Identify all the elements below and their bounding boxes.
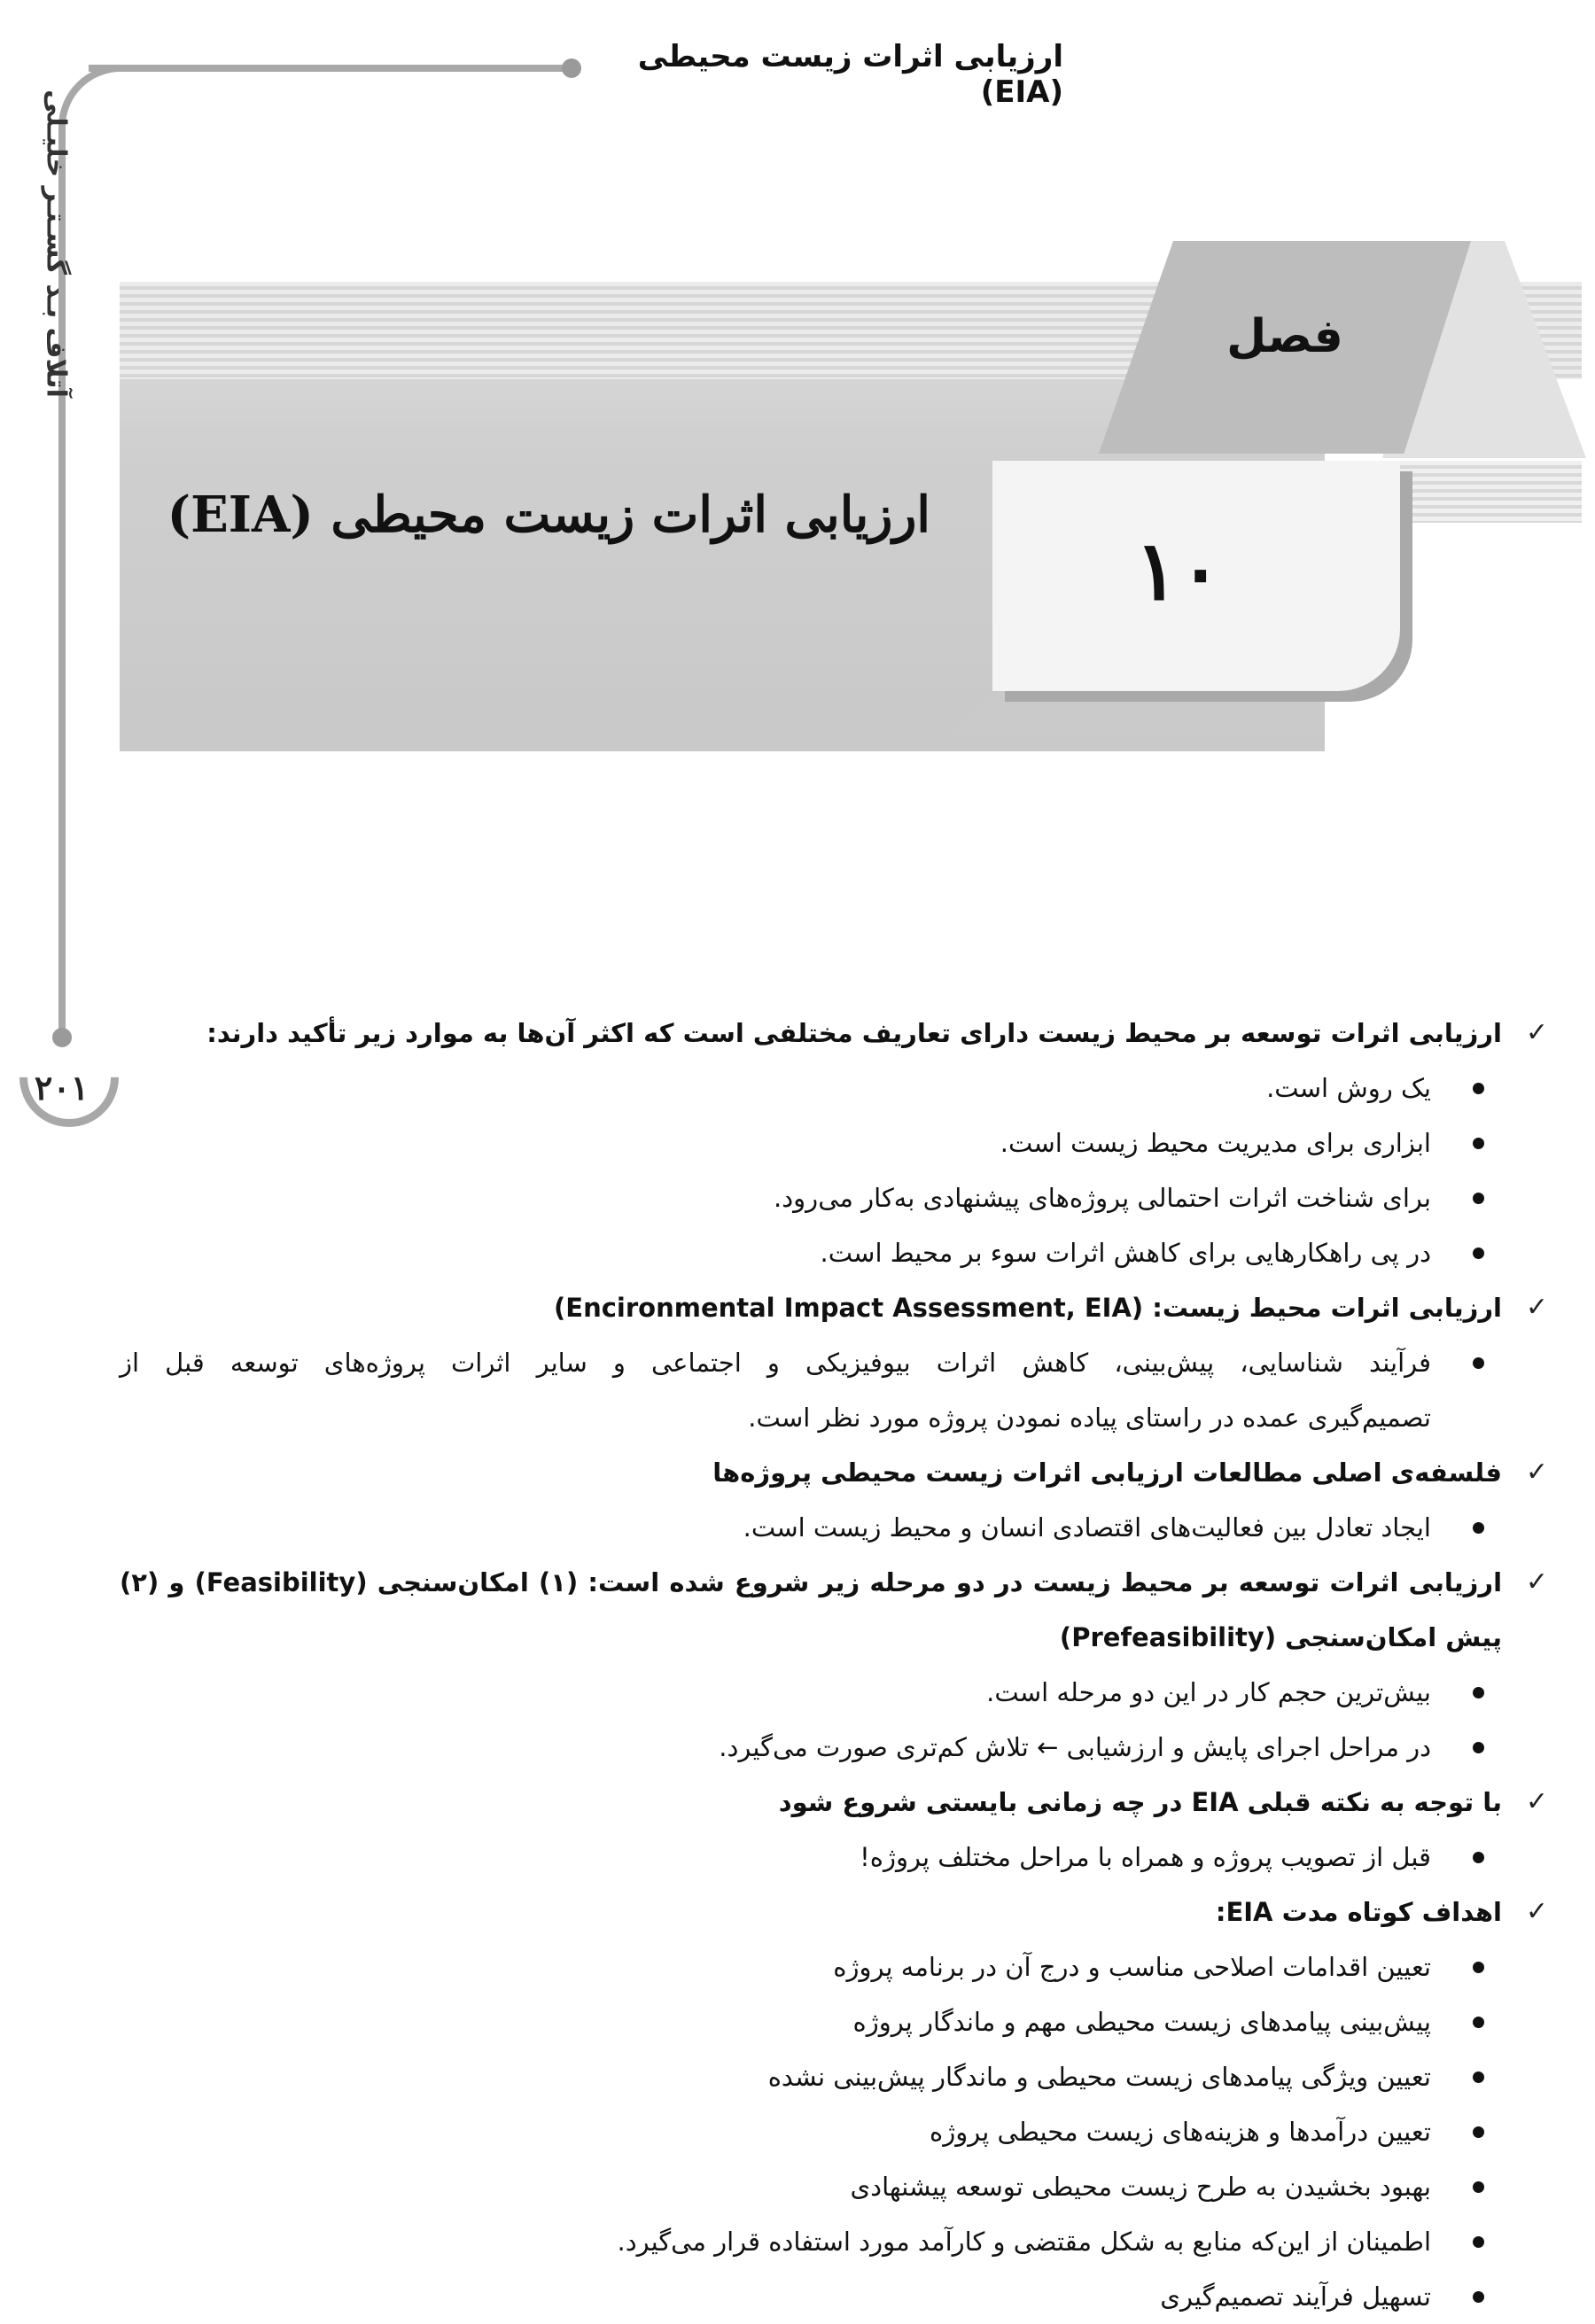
bullet-icon [1473, 2126, 1484, 2138]
banner-foot [120, 682, 1006, 751]
bullet-item: اطمینان از این‌که منابع به شکل مقتضی و کارآمد مورد استفاده قرار می‌گیرد. [120, 2214, 1529, 2269]
bullet-item: در پی راهکارهایی برای کاهش اثرات سوء بر محیط است. [120, 1225, 1529, 1280]
running-head: ارزیابی اثرات زیست محیطی (EIA) [637, 39, 1063, 110]
bullet-item: فرآیند شناسایی، پیش‌بینی، کاهش اثرات بیوفیزیکی و اجتماعی و سایر اثرات پروژه‌های توسعه قبل از [120, 1335, 1529, 1390]
chapter-number: ۱۰ [1134, 523, 1223, 618]
bullet-icon [1473, 1687, 1484, 1698]
frame-top-rule [89, 65, 572, 72]
check-item: ✓ ارزیابی اثرات محیط زیست: (Encironmental Impact Assessment, EIA) [120, 1280, 1529, 1335]
bullet-icon [1473, 2236, 1484, 2248]
check-item: ✓ ارزیابی اثرات توسعه بر محیط زیست در دو مرحله زیر شروع شده است: (۱) امکان‌سنجی (Feasibility) و (۲) [120, 1555, 1529, 1610]
check-item: ✓ ارزیابی اثرات توسعه بر محیط زیست دارای تعاریف مختلفی است که اکثر آن‌ها به موارد زیر تأکید دارند: [120, 1006, 1529, 1061]
bullet-item: بهبود بخشیدن به طرح زیست محیطی توسعه پیشنهادی [120, 2159, 1529, 2214]
bullet-item: قبل از تصویب پروژه و همراه با مراحل مختلف پروژه! [120, 1830, 1529, 1885]
check-icon: ✓ [1525, 1292, 1548, 1323]
check-item: ✓ فلسفه‌ی اصلی مطالعات ارزیابی اثرات زیست محیطی پروژه‌ها [120, 1445, 1529, 1500]
check-continuation: پیش امکان‌سنجی (Prefeasibility) [1059, 1622, 1502, 1652]
bullet-item: تعیین درآمدها و هزینه‌های زیست محیطی پروژه [120, 2104, 1529, 2159]
bullet-icon [1473, 1357, 1484, 1369]
bullet-icon [1473, 1138, 1484, 1149]
check-icon: ✓ [1525, 1786, 1548, 1817]
bullet-item: تعیین اقدامات اصلاحی مناسب و درج آن در برنامه پروژه [120, 1939, 1529, 1994]
bullet-item: تعیین ویژگی پیامدهای زیست محیطی و ماندگار پیش‌بینی نشده [120, 2049, 1529, 2104]
bullet-icon [1473, 2071, 1484, 2083]
bullet-item: یک روش است. [120, 1061, 1529, 1115]
bullet-item: پیش‌بینی پیامدهای زیست محیطی مهم و ماندگار پروژه [120, 1994, 1529, 2049]
bullet-icon [1473, 1522, 1484, 1534]
bullet-item: ابزاری برای مدیریت محیط زیست است. [120, 1115, 1529, 1170]
check-item: ✓ با توجه به نکته قبلی EIA در چه زمانی بایستی شروع شود [120, 1775, 1529, 1830]
chapter-title: ارزیابی اثرات زیست محیطی (EIA) [167, 486, 930, 544]
check-icon: ✓ [1525, 1896, 1548, 1927]
bullet-continuation: تصمیم‌گیری عمده در راستای پیاده نمودن پروژه مورد نظر است. [748, 1403, 1431, 1433]
bullet-icon [1473, 2181, 1484, 2193]
bullet-item: برای شناخت اثرات احتمالی پروژه‌های پیشنهادی به‌کار می‌رود. [120, 1170, 1529, 1225]
check-icon: ✓ [1525, 1017, 1548, 1048]
chapter-label: فصل [1226, 310, 1343, 363]
bullet-icon [1473, 1083, 1484, 1094]
bullet-icon [1473, 2291, 1484, 2303]
check-icon: ✓ [1525, 1566, 1548, 1597]
bullet-icon [1473, 1852, 1484, 1863]
chapter-content [120, 1006, 1548, 2324]
bullet-icon [1473, 2017, 1484, 2028]
frame-dot-top [562, 58, 581, 78]
bullet-item: در مراحل اجرای پایش و ارزشیابی ← تلاش کم‌تری صورت می‌گیرد. [120, 1720, 1529, 1775]
bullet-icon [1473, 1962, 1484, 1973]
page-number: ۲۰۱ [34, 1068, 89, 1108]
bullet-icon [1473, 1742, 1484, 1753]
bullet-icon [1473, 1247, 1484, 1259]
bullet-item: ایجاد تعادل بین فعالیت‌های اقتصادی انسان و محیط زیست است. [120, 1500, 1529, 1555]
check-icon: ✓ [1525, 1457, 1548, 1488]
side-author-text: آتلاف بـد گسـتـر خلیـلی [40, 89, 72, 398]
bullet-item: بیش‌ترین حجم کار در این دو مرحله است. [120, 1665, 1529, 1720]
bullet-icon [1473, 1193, 1484, 1204]
check-item: ✓ اهداف کوتاه مدت EIA: [120, 1885, 1529, 1939]
bullet-item: تسهیل فرآیند تصمیم‌گیری [120, 2269, 1529, 2324]
